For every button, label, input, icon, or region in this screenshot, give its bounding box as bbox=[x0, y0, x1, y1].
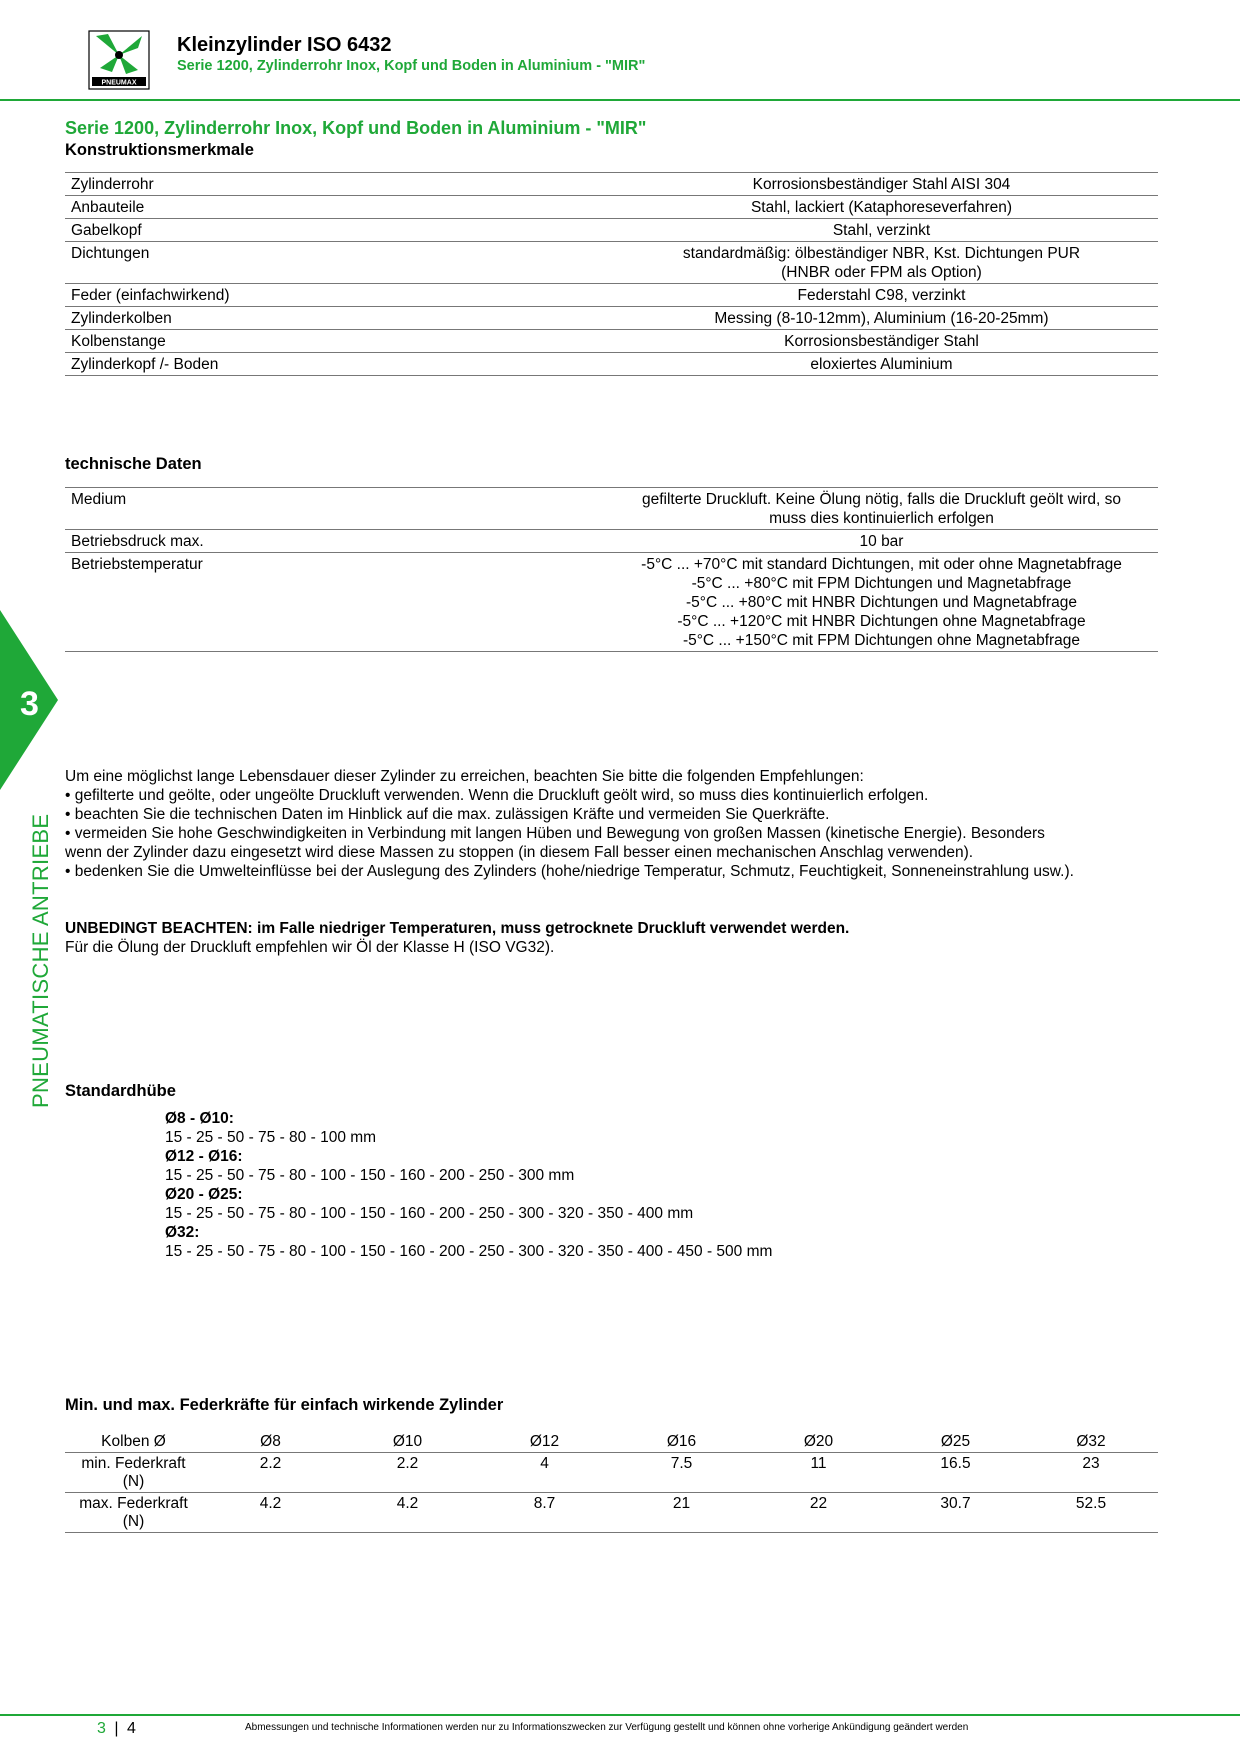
table-row bbox=[65, 488, 1158, 530]
spec-key: Medium bbox=[71, 491, 127, 508]
table-header-row bbox=[65, 1431, 1158, 1453]
pneumax-logo bbox=[88, 30, 150, 90]
spec-key: Betriebstemperatur bbox=[71, 556, 203, 573]
column-header: Kolben Ø bbox=[65, 1431, 202, 1453]
spring-forces-heading: Min. und max. Federkräfte für einfach wirkende Zylinder bbox=[65, 1396, 504, 1414]
spec-value-line: Korrosionsbeständiger Stahl bbox=[784, 333, 979, 350]
spec-value-line: (HNBR oder FPM als Option) bbox=[781, 264, 982, 281]
spec-value bbox=[605, 198, 1158, 217]
table-cell: 2.2 bbox=[202, 1453, 339, 1493]
spec-value-line: -5°C ... +80°C mit HNBR Dichtungen und Magnetabfrage bbox=[685, 594, 1078, 611]
spec-key: Feder (einfachwirkend) bbox=[71, 287, 230, 304]
row-label bbox=[65, 1453, 202, 1493]
table-cell: 22 bbox=[750, 1493, 887, 1533]
table-cell: 2.2 bbox=[339, 1453, 476, 1493]
header-title: Kleinzylinder ISO 6432 bbox=[177, 34, 392, 56]
notice bbox=[65, 919, 1175, 957]
column-header: Ø12 bbox=[476, 1431, 613, 1453]
spring-forces-table bbox=[65, 1431, 1158, 1533]
spec-value-line: -5°C ... +150°C mit FPM Dichtungen ohne Magnetabfrage bbox=[682, 632, 1081, 649]
spec-value-line: standardmäßig: ölbeständiger NBR, Kst. Dichtungen PUR bbox=[682, 245, 1081, 262]
recommendation-item: • beachten Sie die technischen Daten im Hinblick auf die max. zulässigen Kräfte und vermeiden Sie Querkräfte. bbox=[65, 806, 830, 823]
table-row bbox=[65, 219, 1158, 242]
spec-value-line: muss dies kontinuierlich erfolgen bbox=[769, 510, 994, 527]
recommendation-item: • gefilterte und geölte, oder ungeölte Druckluft verwenden. Wenn die Druckluft geölt wird, so muss dies kontinuierlich erfolgen. bbox=[65, 787, 929, 804]
spec-value bbox=[605, 490, 1158, 528]
stroke-group-values: 15 - 25 - 50 - 75 - 80 - 100 - 150 - 160 - 200 - 250 - 300 mm bbox=[165, 1167, 575, 1184]
stroke-group-label: Ø12 - Ø16: bbox=[165, 1148, 243, 1165]
spec-value-line: Stahl, lackiert (Kataphoreseverfahren) bbox=[750, 199, 1013, 216]
table-row bbox=[65, 1453, 1158, 1493]
stroke-group-label: Ø20 - Ø25: bbox=[165, 1186, 243, 1203]
table-row bbox=[65, 353, 1158, 376]
spec-value-line: Stahl, verzinkt bbox=[832, 222, 931, 239]
stroke-group-values: 15 - 25 - 50 - 75 - 80 - 100 mm bbox=[165, 1129, 377, 1146]
recommendations-intro: Um eine möglichst lange Lebensdauer dieser Zylinder zu erreichen, beachten Sie bitte die folgenden Empfehlungen: bbox=[65, 768, 864, 785]
spec-value-line: -5°C ... +80°C mit FPM Dichtungen und Magnetabfrage bbox=[691, 575, 1072, 592]
recommendation-item: wenn der Zylinder dazu eingesetzt wird diese Massen zu stoppen (in diesem Fall besser einen mechanischen Anschlag verwenden). bbox=[65, 844, 974, 861]
spec-value-line: -5°C ... +70°C mit standard Dichtungen, mit oder ohne Magnetabfrage bbox=[641, 556, 1122, 573]
row-label-line: min. Federkraft bbox=[81, 1455, 186, 1472]
table-cell: 16.5 bbox=[887, 1453, 1024, 1493]
footer-separator: | bbox=[114, 1720, 119, 1737]
column-header: Ø10 bbox=[339, 1431, 476, 1453]
column-header: Ø25 bbox=[887, 1431, 1024, 1453]
spec-key: Zylinderkolben bbox=[71, 310, 172, 327]
stroke-group-values: 15 - 25 - 50 - 75 - 80 - 100 - 150 - 160 - 200 - 250 - 300 - 320 - 350 - 400 mm bbox=[165, 1205, 694, 1222]
logo-text: PNEUMAX bbox=[101, 79, 137, 87]
spec-key: Betriebsdruck max. bbox=[71, 533, 204, 550]
spec-value-line: -5°C ... +120°C mit HNBR Dichtungen ohne Magnetabfrage bbox=[677, 613, 1086, 630]
spec-key: Dichtungen bbox=[71, 245, 150, 262]
spec-value-line: eloxiertes Aluminium bbox=[810, 356, 953, 373]
table-cell: 4.2 bbox=[339, 1493, 476, 1533]
table-cell: 30.7 bbox=[887, 1493, 1024, 1533]
spec-value bbox=[605, 555, 1158, 650]
table-row bbox=[65, 553, 1158, 652]
spec-value-line: Federstahl C98, verzinkt bbox=[797, 287, 966, 304]
table-row bbox=[65, 284, 1158, 307]
strokes-list bbox=[165, 1109, 772, 1261]
table-cell: 4.2 bbox=[202, 1493, 339, 1533]
table-cell: 7.5 bbox=[613, 1453, 750, 1493]
footer-chapter: 3 bbox=[97, 1720, 106, 1737]
notice-text: Für die Ölung der Druckluft empfehlen wir Öl der Klasse H (ISO VG32). bbox=[65, 939, 555, 956]
stroke-group-label: Ø32: bbox=[165, 1224, 200, 1241]
table-row bbox=[65, 330, 1158, 353]
spec-value bbox=[605, 286, 1158, 305]
spec-value bbox=[605, 175, 1158, 194]
column-header: Ø20 bbox=[750, 1431, 887, 1453]
spec-value bbox=[605, 355, 1158, 374]
table-row bbox=[65, 530, 1158, 553]
header-subtitle: Serie 1200, Zylinderrohr Inox, Kopf und Boden in Aluminium - "MIR" bbox=[177, 58, 646, 74]
section-title: Serie 1200, Zylinderrohr Inox, Kopf und Boden in Aluminium - "MIR" bbox=[65, 118, 647, 138]
table-cell: 21 bbox=[613, 1493, 750, 1533]
technical-heading: technische Daten bbox=[65, 455, 202, 473]
table-row bbox=[65, 1493, 1158, 1533]
spec-value bbox=[605, 532, 1158, 551]
row-label bbox=[65, 1493, 202, 1533]
spec-key: Zylinderkopf /- Boden bbox=[71, 356, 219, 373]
row-label-line: (N) bbox=[122, 1513, 145, 1530]
table-cell: 52.5 bbox=[1024, 1493, 1158, 1533]
row-label-line: max. Federkraft bbox=[79, 1495, 188, 1512]
column-header: Ø32 bbox=[1024, 1431, 1158, 1453]
recommendation-item: • bedenken Sie die Umwelteinflüsse bei der Auslegung des Zylinders (hohe/niedrige Temperatur, Schmutz, Feuchtigkeit, Sonneneinstrahlung usw.). bbox=[65, 863, 1074, 880]
column-header: Ø16 bbox=[613, 1431, 750, 1453]
table-row bbox=[65, 307, 1158, 330]
column-header: Ø8 bbox=[202, 1431, 339, 1453]
table-cell: 11 bbox=[750, 1453, 887, 1493]
recommendation-item: • vermeiden Sie hohe Geschwindigkeiten in Verbindung mit langen Hüben und Bewegung von großen Massen (kinetische Energie). Besonders bbox=[65, 825, 1045, 842]
spec-key: Anbauteile bbox=[71, 199, 145, 216]
spec-key: Kolbenstange bbox=[71, 333, 166, 350]
spec-value-line: Messing (8-10-12mm), Aluminium (16-20-25mm) bbox=[714, 310, 1049, 327]
table-cell: 4 bbox=[476, 1453, 613, 1493]
spec-value bbox=[605, 332, 1158, 351]
spec-key: Zylinderrohr bbox=[71, 176, 154, 193]
spec-value-line: gefilterte Druckluft. Keine Ölung nötig, falls die Druckluft geölt wird, so bbox=[641, 491, 1121, 508]
stroke-group-values: 15 - 25 - 50 - 75 - 80 - 100 - 150 - 160 - 200 - 250 - 300 - 320 - 350 - 400 - 450 - 500 mm bbox=[165, 1243, 773, 1260]
strokes-heading: Standardhübe bbox=[65, 1082, 176, 1100]
spec-value-line: 10 bar bbox=[859, 533, 904, 550]
construction-heading: Konstruktionsmerkmale bbox=[65, 141, 254, 159]
spec-value-line: Korrosionsbeständiger Stahl AISI 304 bbox=[752, 176, 1011, 193]
notice-bold: UNBEDINGT BEACHTEN: im Falle niedriger Temperaturen, muss getrocknete Druckluft verwendet werden. bbox=[65, 920, 850, 937]
spec-value bbox=[605, 244, 1158, 282]
footer-divider bbox=[0, 1714, 1240, 1716]
recommendations bbox=[65, 767, 1175, 881]
table-cell: 8.7 bbox=[476, 1493, 613, 1533]
table-cell: 23 bbox=[1024, 1453, 1158, 1493]
footer-disclaimer: Abmessungen und technische Informationen werden nur zu Informationszwecken zur Verfügung gestellt und können ohne vorherige Ankündigung geändert werden bbox=[245, 1722, 969, 1733]
chapter-label: PNEUMATISCHE ANTRIEBE bbox=[28, 813, 53, 1108]
table-row bbox=[65, 173, 1158, 196]
footer-page: 4 bbox=[126, 1720, 136, 1737]
chapter-number: 3 bbox=[20, 685, 39, 723]
page-number bbox=[97, 1720, 136, 1738]
table-row bbox=[65, 242, 1158, 284]
construction-table bbox=[65, 172, 1158, 376]
row-label-line: (N) bbox=[122, 1473, 145, 1490]
stroke-group-label: Ø8 - Ø10: bbox=[165, 1110, 234, 1127]
technical-table bbox=[65, 487, 1158, 652]
spec-value bbox=[605, 221, 1158, 240]
spec-value bbox=[605, 309, 1158, 328]
header-divider bbox=[0, 99, 1240, 101]
table-row bbox=[65, 196, 1158, 219]
spec-key: Gabelkopf bbox=[71, 222, 142, 239]
